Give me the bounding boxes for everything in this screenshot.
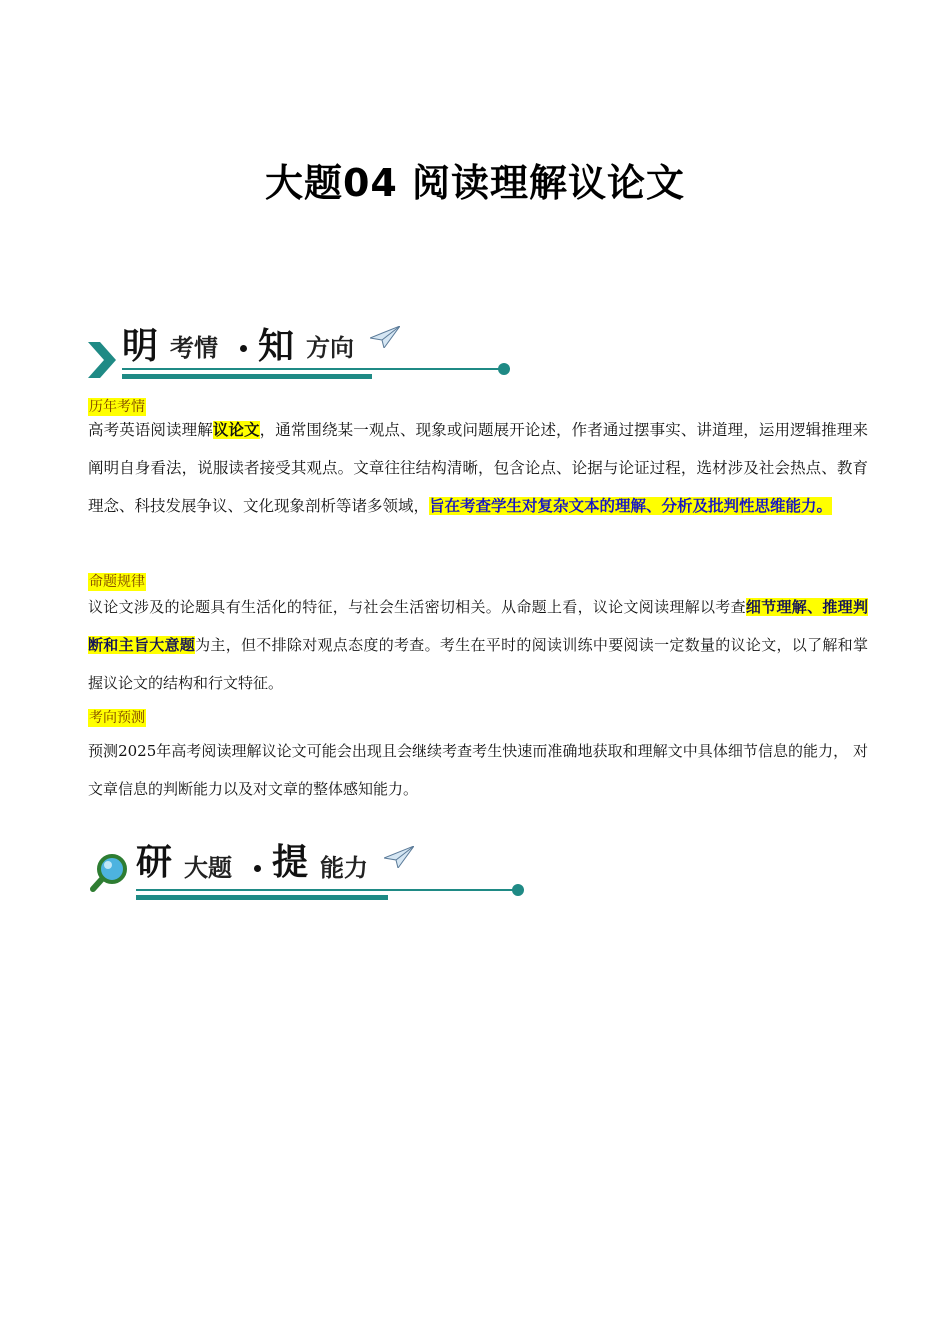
banner-underline <box>122 368 504 370</box>
banner-underline <box>136 889 518 891</box>
banner-underline-thick <box>122 374 372 379</box>
section-banner-exam-trends <box>88 318 518 388</box>
pattern-text-b: 为主，但不排除对观点态度的考查。考生在平时的阅读训练中要阅读一定数量的议论文，以了解和掌握议论文的结构和行文特征。 <box>88 636 868 692</box>
history-highlight-2: 旨在考查学生对复杂文本的理解、分析及批判性思维能力。 <box>429 497 833 515</box>
section-label-pattern: 命题规律 <box>89 574 145 590</box>
banner-dot <box>240 345 247 352</box>
banner-text-4: 能力 <box>320 854 368 882</box>
history-text-b: ，通常围绕某一观点、现象或问题展开论述，作者通过摆事实、讲道理，运用逻辑推理来阐明自身看法，说服读者接受其观点。文章往往结构清晰，包含论点、论据与论证过程，选材涉及社会热点、教育理念、科技发展争议、文化现象剖析等诸多领域， <box>88 421 868 515</box>
paper-plane-icon <box>384 846 414 868</box>
history-paragraph <box>88 411 868 525</box>
pattern-highlight: 细节理解、推理判断和主旨大意题 <box>88 598 868 654</box>
banner-char-1: 明 <box>122 325 159 367</box>
section-label-history: 历年考情 <box>89 399 145 415</box>
section-label-forecast: 考向预测 <box>89 710 145 726</box>
banner-dot-2 <box>254 865 261 872</box>
paper-plane-icon <box>370 326 400 348</box>
banner-end-dot <box>498 363 510 375</box>
banner-underline-thick <box>136 895 388 900</box>
banner-char-4: 提 <box>272 841 309 883</box>
banner-char-2: 知 <box>258 325 295 367</box>
page-title: 大题04 阅读理解议论文 <box>264 161 686 205</box>
banner-text-3: 大题 <box>184 854 232 882</box>
magnifier-icon <box>90 852 130 892</box>
banner-text-1: 考情 <box>170 334 218 362</box>
pattern-text-a: 议论文涉及的论题具有生活化的特征，与社会生活密切相关。从命题上看，议论文阅读理解以考查 <box>88 598 746 616</box>
pattern-paragraph <box>88 588 868 702</box>
banner-text-2: 方向 <box>306 334 354 362</box>
banner-end-dot <box>512 884 524 896</box>
section-banner-study-questions <box>88 834 528 904</box>
chevron-icon <box>88 342 118 378</box>
forecast-paragraph: 预测2025年高考阅读理解议论文可能会出现且会继续考查考生快速而准确地获取和理解文中具体细节信息的能力， 对文章信息的判断能力以及对文章的整体感知能力。 <box>88 742 868 798</box>
history-text-a: 高考英语阅读理解 <box>88 421 213 439</box>
banner-char-3: 研 <box>136 841 173 883</box>
history-highlight-1: 议论文 <box>212 421 260 439</box>
